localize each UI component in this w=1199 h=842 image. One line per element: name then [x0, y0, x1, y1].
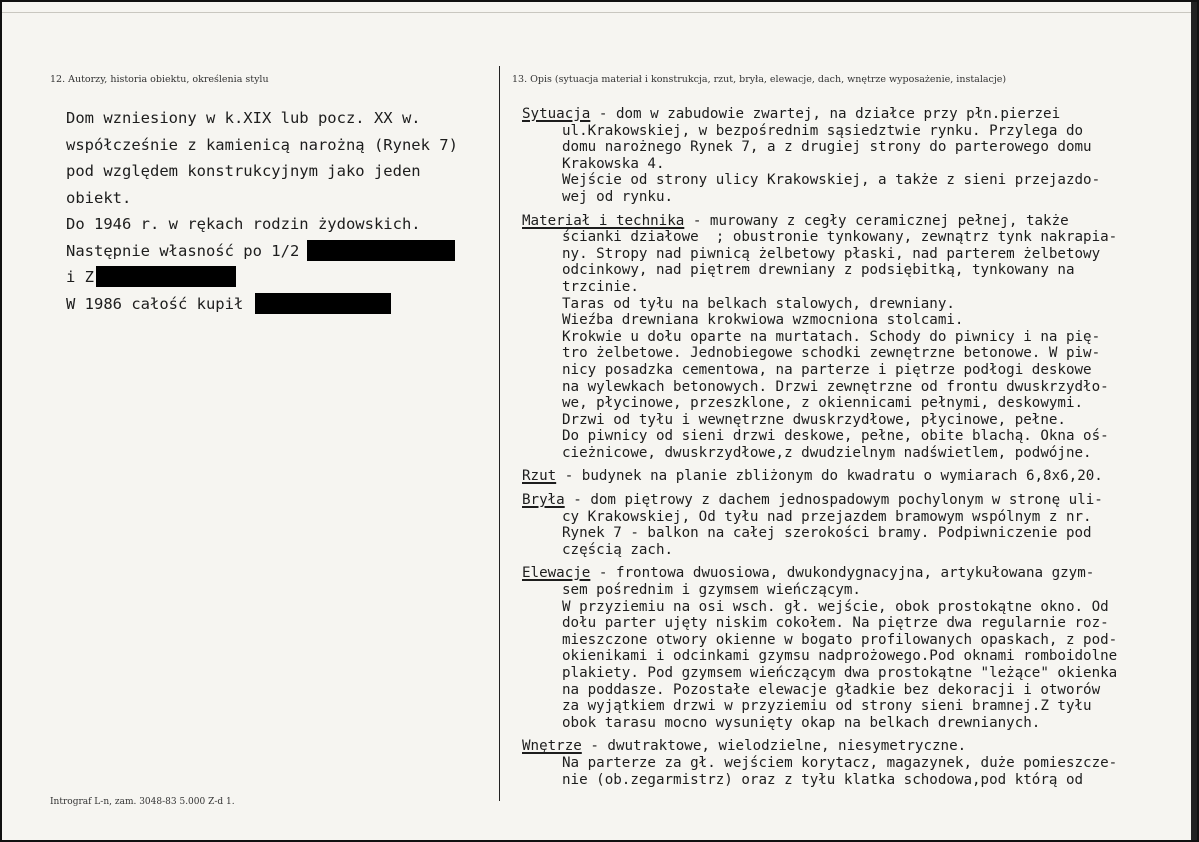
history-line: Dom wzniesiony w k.XIX lub pocz. XX w.: [66, 109, 421, 127]
history-line: i Z: [66, 264, 486, 291]
section-line: wej od rynku.: [562, 188, 674, 205]
section-materiał-i-technika: [522, 213, 1194, 462]
section-line: ny. Stropy nad piwnicą żelbetowy płaski, nad parterem żelbetowy: [562, 245, 1101, 262]
history-line: Do 1946 r. w rękach rodzin żydowskich.: [66, 215, 421, 233]
redaction-bar: [307, 240, 455, 261]
section-line: ul.Krakowskiej, w bezpośrednim sąsiedztwie rynku. Przylega do: [562, 122, 1084, 139]
section-line: Krakowska 4.: [562, 155, 665, 172]
section-line: za wyjątkiem drzwi w przyziemiu od strony sieni bramnej.Z tyłu: [562, 698, 1092, 715]
section-text: - dom w zabudowie zwartej, na działce przy płn.pierzei: [590, 106, 1061, 122]
section-line: Do piwnicy od sieni drzwi deskowe, pełne, obite blachą. Okna oś-: [562, 428, 1109, 445]
section-line: Na parterze za gł. wejściem korytacz, magazynek, duże pomieszcze-: [562, 754, 1118, 771]
history-text: [66, 105, 486, 317]
redaction-bar: [255, 293, 391, 314]
section-line: sem pośrednim i gzymsem wieńczącym.: [562, 582, 861, 599]
section-line: Wieźba drewniana krokwiowa wzmocniona stolcami.: [562, 312, 964, 329]
section-line: Taras od tyłu na belkach stalowych, drewniany.: [562, 295, 955, 312]
section-text: - murowany z cegły ceramicznej pełnej, także: [684, 212, 1069, 229]
section-line: mieszczone otwory okienne w bogato profilowanych opaskach, z pod-: [562, 631, 1118, 648]
section-first-line: [522, 738, 1194, 755]
history-line: obiekt.: [66, 188, 132, 207]
section-text: - frontowa dwuosiowa, dwukondygnacyjna, artykułowana gzym-: [590, 565, 1095, 582]
section-first-line: [522, 492, 1194, 509]
section-line: domu narożnego Rynek 7, a z drugiej strony do parterowego domu: [562, 139, 1092, 156]
section-term: Sytuacja: [522, 106, 591, 122]
section-line: odcinkowy, nad piętrem drewniany z podsiębitką, tynkowany na: [562, 262, 1075, 279]
history-line: współcześnie z kamienicą narożną (Rynek 7): [66, 135, 458, 154]
section-line: Wejście od strony ulicy Krakowskiej, a także z sieni przejazdo-: [562, 172, 1101, 189]
top-fold-line: [2, 12, 1197, 13]
section-line: okienikami i odcinkami gzymsu nadprożowego.Pod oknami romboidolne: [562, 648, 1118, 665]
section-line: ścianki działowe ; obustronie tynkowany, zewnątrz tynk nakrapia-: [562, 229, 1118, 246]
section-text: - dwutraktowe, wielodzielne, niesymetryczne.: [581, 738, 967, 755]
section-bryła: [522, 492, 1194, 558]
section-line: tro żelbetowe. Jednobiegowe schodki zewnętrzne betonowe. W piw-: [562, 345, 1101, 362]
section-text: - dom piętrowy z dachem jednospadowym pochylonym w stronę uli-: [564, 492, 1103, 509]
section-term: Bryła: [522, 492, 565, 509]
section-line: we, płycinowe, przeszklone, z okiennicami pełnymi, deskowymi.: [562, 395, 1084, 412]
section-first-line: [522, 565, 1194, 582]
description-text: [522, 106, 1194, 795]
section-line: Rynek 7 - balkon na całej szerokości bramy. Podpiwniczenie pod: [562, 525, 1092, 542]
field-13-header: 13. Opis (sytuacja materiał i konstrukcja, rzut, bryła, elewacje, dach, wnętrze wyposażenie, instalacje): [512, 74, 1007, 85]
section-line: nie (ob.zegarmistrz) oraz z tyłu klatka schodowa,pod którą od: [562, 771, 1084, 788]
history-line: Następnie własność po 1/2: [66, 238, 486, 265]
column-divider: [499, 66, 500, 801]
section-sytuacja: [522, 106, 1194, 206]
section-line: częścią zach.: [562, 541, 674, 558]
section-line: nicy posadzka cementowa, na parterze i piętrze podłogi deskowe: [562, 361, 1092, 378]
section-line: obok tarasu mocno wysunięty okap na belkach drewnianych.: [562, 714, 1041, 731]
section-line: W przyziemiu na osi wsch. gł. wejście, obok prostokątne okno. Od: [562, 598, 1109, 615]
redaction-bar: [96, 266, 236, 287]
history-line: W 1986 całość kupił: [66, 291, 486, 318]
section-text: - budynek na planie zbliżonym do kwadratu o wymiarach 6,8x6,20.: [556, 468, 1103, 485]
section-term: Materiał i technika: [522, 212, 685, 229]
section-line: cy Krakowskiej, Od tyłu nad przejazdem bramowym wspólnym z nr.: [562, 508, 1092, 525]
printer-imprint: Intrograf L-n, zam. 3048-83 5.000 Z-d 1.: [50, 797, 235, 807]
section-rzut: [522, 468, 1194, 485]
section-first-line: [522, 106, 1194, 123]
section-line: Krokwie u dołu oparte na murtatach. Schody do piwnicy i na pię-: [562, 328, 1101, 345]
section-line: na poddasze. Pozostałe elewacje gładkie bez dekoracji i otworów: [562, 681, 1101, 698]
section-term: Rzut: [522, 468, 557, 485]
section-line: cieżnicowe, dwuskrzydłowe,z dwudzielnym nadświetlem, podwójne.: [562, 444, 1092, 461]
section-line: na wylewkach betonowych. Drzwi zewnętrzne od frontu dwuskrzydło-: [562, 378, 1109, 395]
section-line: dołu parter ujęty niskim cokołem. Na piętrze dwa regularnie roz-: [562, 615, 1109, 632]
section-first-line: [522, 468, 1194, 485]
section-first-line: [522, 213, 1194, 230]
section-term: Wnętrze: [522, 738, 582, 755]
field-12-header: 12. Autorzy, historia obiektu, określenia stylu: [50, 74, 269, 85]
section-elewacje: [522, 565, 1194, 731]
section-line: Drzwi od tyłu i wewnętrzne dwuskrzydłowe, płycinowe, pełne.: [562, 411, 1066, 428]
section-line: trzcinie.: [562, 278, 639, 295]
history-line: pod względem konstrukcyjnym jako jeden: [66, 162, 421, 180]
section-wnętrze: [522, 738, 1194, 788]
section-line: plakiety. Pod gzymsem wieńczącym dwa prostokątne "leżące" okienka: [562, 665, 1118, 681]
section-term: Elewacje: [522, 565, 591, 582]
